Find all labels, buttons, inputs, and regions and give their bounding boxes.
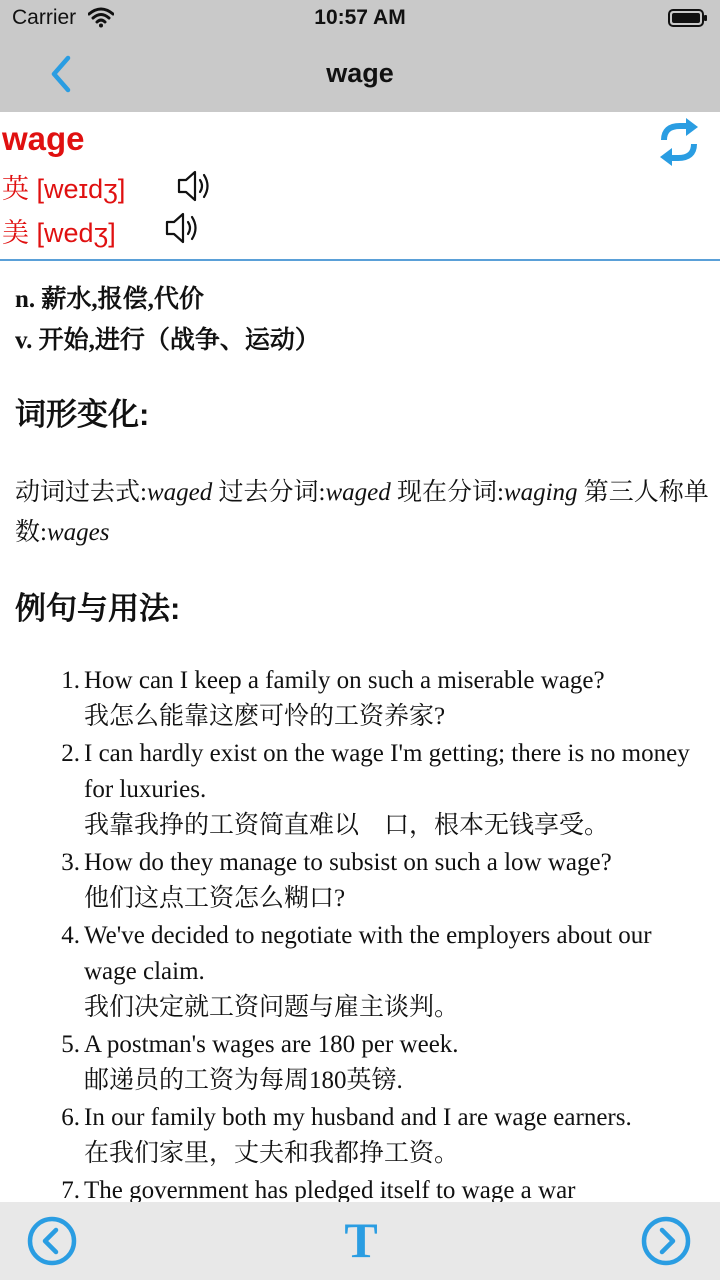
page-title: wage xyxy=(326,58,394,88)
next-word-button[interactable] xyxy=(640,1215,692,1267)
example-english: In our family both my husband and I are wage earners. xyxy=(84,1104,632,1131)
example-item xyxy=(0,1100,720,1172)
word-forms xyxy=(15,473,715,553)
definition-meaning: 薪水,报偿,代价 xyxy=(41,286,204,313)
phonetic-us-text: [wedʒ] xyxy=(36,218,116,248)
example-number: 5. xyxy=(61,1031,80,1058)
examples-section-title: 例句与用法: xyxy=(15,591,181,626)
example-item xyxy=(0,1173,720,1202)
definitions xyxy=(15,279,320,361)
form-label: 现在分词: xyxy=(396,479,504,506)
phonetic-us-label: 美 xyxy=(2,218,29,248)
example-english: I can hardly exist on the wage I'm getting; there is no money for luxuries. xyxy=(84,740,690,803)
word-header xyxy=(0,112,720,261)
examples-list xyxy=(0,663,720,1202)
previous-word-button[interactable] xyxy=(26,1215,78,1267)
example-chinese: 在我们家里，丈夫和我都挣工资。 xyxy=(84,1140,460,1167)
phonetic-uk-text: [weɪdʒ] xyxy=(36,174,126,204)
form-label: 第三人称单数: xyxy=(15,479,709,546)
forms-section-title: 词形变化: xyxy=(15,397,150,432)
example-chinese: 我怎么能靠这麽可怜的工资养家? xyxy=(84,703,446,730)
example-number: 7. xyxy=(61,1177,80,1202)
form-value: wages xyxy=(46,519,110,546)
refresh-icon xyxy=(658,118,700,166)
battery-icon xyxy=(668,9,708,27)
phonetic-uk-label: 英 xyxy=(2,174,29,204)
speaker-us-icon[interactable] xyxy=(164,210,202,246)
example-english: We've decided to negotiate with the employers about our wage claim. xyxy=(84,922,652,985)
circle-chevron-left-icon xyxy=(26,1215,78,1267)
definition-noun xyxy=(15,279,320,320)
example-english: How do they manage to subsist on such a low wage? xyxy=(84,849,612,876)
form-label: 过去分词: xyxy=(218,479,326,506)
example-english: The government has pledged itself to wage a war xyxy=(84,1177,576,1202)
phonetic-us xyxy=(2,211,116,250)
definition-content[interactable] xyxy=(0,261,720,1202)
example-chinese: 邮递员的工资为每周180英镑. xyxy=(84,1067,403,1094)
example-number: 3. xyxy=(61,849,80,876)
example-item xyxy=(0,663,720,735)
refresh-button[interactable] xyxy=(658,118,700,166)
form-value: waging xyxy=(503,479,578,506)
speaker-uk-icon[interactable] xyxy=(176,168,214,204)
example-chinese: 我们决定就工资问题与雇主谈判。 xyxy=(84,994,460,1021)
example-item xyxy=(0,1027,720,1099)
definition-pos: n. xyxy=(15,286,36,313)
example-item xyxy=(0,845,720,917)
definition-verb xyxy=(15,320,320,361)
example-chinese: 他们这点工资怎么糊口? xyxy=(84,885,346,912)
status-time: 10:57 AM xyxy=(314,6,406,29)
status-bar xyxy=(0,0,720,38)
definition-pos: v. xyxy=(15,327,33,354)
font-size-button[interactable]: T xyxy=(344,1212,378,1268)
example-number: 1. xyxy=(61,667,80,694)
headword: wage xyxy=(2,120,85,157)
circle-chevron-right-icon xyxy=(640,1215,692,1267)
form-value: waged xyxy=(325,479,391,506)
example-number: 4. xyxy=(61,922,80,949)
carrier-label: Carrier xyxy=(12,6,77,29)
example-item xyxy=(0,736,720,844)
form-value: waged xyxy=(146,479,213,506)
bottom-toolbar xyxy=(0,1202,720,1280)
example-number: 2. xyxy=(61,740,80,767)
phonetic-uk xyxy=(2,167,125,206)
form-label: 动词过去式: xyxy=(15,479,147,506)
example-english: A postman's wages are 180 per week. xyxy=(84,1031,459,1058)
example-english: How can I keep a family on such a miserable wage? xyxy=(84,667,605,694)
example-item xyxy=(0,918,720,1026)
definition-meaning: 开始,进行（战争、运动） xyxy=(38,327,320,354)
example-number: 6. xyxy=(61,1104,80,1131)
navigation-bar xyxy=(0,38,720,112)
example-chinese: 我靠我挣的工资简直难以 口，根本无钱享受。 xyxy=(84,812,610,839)
